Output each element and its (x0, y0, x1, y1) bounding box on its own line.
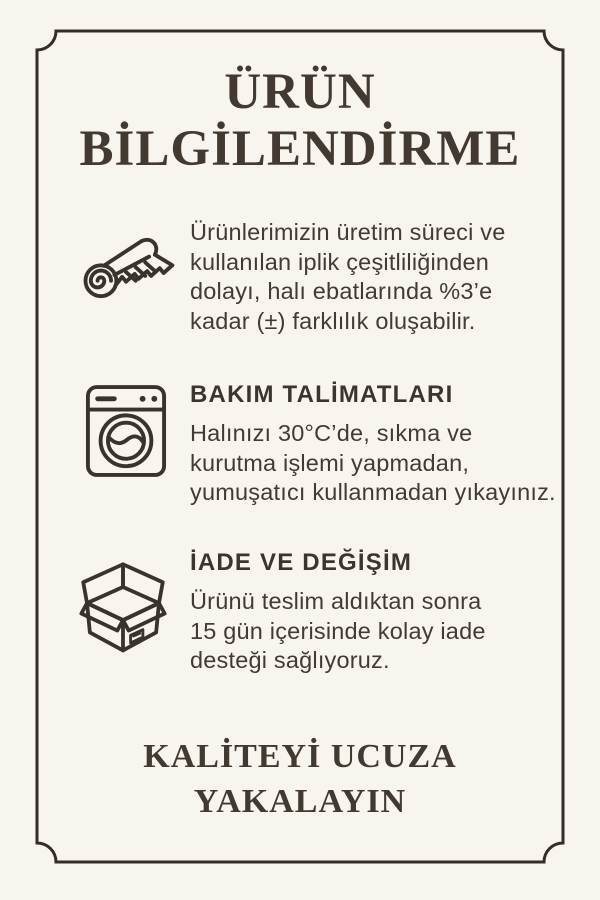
body-line: desteği sağlıyoruz. (190, 647, 390, 673)
body-line: Ürünlerimizin üretim süreci ve (190, 219, 506, 245)
page-title-line-2: BİLGİLENDİRME (79, 121, 521, 177)
page-title-line-1: ÜRÜN (224, 64, 376, 120)
body-line: kullanılan iplik çeşitliliğinden (190, 248, 490, 275)
body-line: kurutma işlemi yapmadan, (190, 449, 470, 476)
footer-slogan-line-2: YAKALAYIN (193, 783, 407, 820)
footer-slogan-line-1: KALİTEYİ UCUZA (143, 738, 457, 775)
washing-machine-icon (85, 384, 167, 478)
body-line: dolayı, halı ebatlarında %3’e (190, 278, 493, 304)
section-text (190, 218, 580, 336)
section-heading: İADE VE DEĞİŞİM (190, 549, 413, 576)
section-heading: BAKIM TALİMATLARI (190, 381, 454, 408)
body-line: kadar (±) farklılık oluşabilir. (190, 307, 476, 334)
section-text (190, 549, 580, 676)
body-line: Halınızı 30°C’de, sıkma ve (190, 420, 473, 446)
body-line: 15 gün içerisinde kolay iade (190, 617, 486, 644)
carpet-roll-icon (72, 224, 180, 322)
body-line: yumuşatıcı kullanmadan yıkayınız. (190, 479, 556, 505)
section-text (190, 381, 580, 508)
body-line: Ürünü teslim aldıktan sonra (190, 588, 482, 614)
open-box-icon (70, 555, 176, 655)
footer-slogan (0, 734, 600, 824)
page-title (0, 64, 600, 178)
